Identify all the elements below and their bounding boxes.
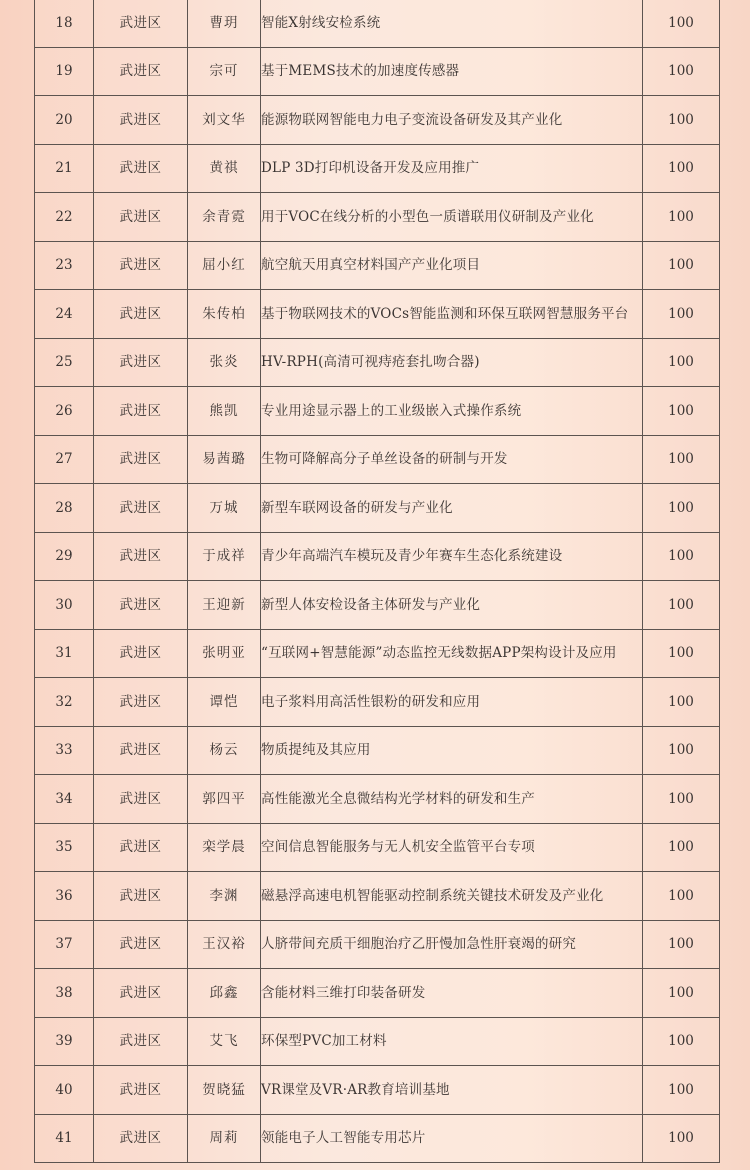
district-cell: 武进区 [94,193,188,242]
score-cell: 100 [643,387,720,436]
table-row [35,1114,720,1163]
row-number-cell: 24 [35,290,94,339]
person-name-cell: 余青霓 [188,193,261,242]
project-title-cell: HV-RPH(高清可视痔疮套扎吻合器) [261,338,643,387]
district-cell: 武进区 [94,435,188,484]
district-cell: 武进区 [94,144,188,193]
table-row [35,872,720,921]
score-cell: 100 [643,678,720,727]
project-title-cell: 智能X射线安检系统 [261,0,643,47]
table-row [35,775,720,824]
project-title-cell: 新型人体安检设备主体研发与产业化 [261,581,643,630]
score-cell: 100 [643,629,720,678]
table-row [35,629,720,678]
row-number-cell: 28 [35,484,94,533]
district-cell: 武进区 [94,1114,188,1163]
table-row [35,290,720,339]
row-number-cell: 36 [35,872,94,921]
row-number-cell: 29 [35,532,94,581]
project-title-cell: 青少年高端汽车模玩及青少年赛车生态化系统建设 [261,532,643,581]
district-cell: 武进区 [94,872,188,921]
project-title-cell: 能源物联网智能电力电子变流设备研发及其产业化 [261,96,643,145]
score-cell: 100 [643,920,720,969]
table-row [35,581,720,630]
district-cell: 武进区 [94,823,188,872]
score-cell: 100 [643,726,720,775]
score-cell: 100 [643,775,720,824]
row-number-cell: 27 [35,435,94,484]
row-number-cell: 41 [35,1114,94,1163]
project-title-cell: 新型车联网设备的研发与产业化 [261,484,643,533]
score-cell: 100 [643,1066,720,1115]
table-row [35,96,720,145]
project-title-cell: 高性能激光全息微结构光学材料的研发和生产 [261,775,643,824]
score-cell: 100 [643,532,720,581]
person-name-cell: 黄祺 [188,144,261,193]
row-number-cell: 40 [35,1066,94,1115]
row-number-cell: 21 [35,144,94,193]
person-name-cell: 易茜璐 [188,435,261,484]
table-row [35,484,720,533]
row-number-cell: 38 [35,969,94,1018]
project-title-cell: 专业用途显示器上的工业级嵌入式操作系统 [261,387,643,436]
person-name-cell: 王汉裕 [188,920,261,969]
person-name-cell: 王迎新 [188,581,261,630]
district-cell: 武进区 [94,338,188,387]
score-cell: 100 [643,338,720,387]
district-cell: 武进区 [94,290,188,339]
person-name-cell: 艾飞 [188,1017,261,1066]
table-row [35,47,720,96]
district-cell: 武进区 [94,484,188,533]
project-title-cell: DLP 3D打印机设备开发及应用推广 [261,144,643,193]
person-name-cell: 邱鑫 [188,969,261,1018]
district-cell: 武进区 [94,96,188,145]
score-cell: 100 [643,872,720,921]
district-cell: 武进区 [94,678,188,727]
district-cell: 武进区 [94,726,188,775]
district-cell: 武进区 [94,1017,188,1066]
table-row [35,0,720,47]
district-cell: 武进区 [94,581,188,630]
project-title-cell: 电子浆料用高活性银粉的研发和应用 [261,678,643,727]
table-row [35,1017,720,1066]
score-cell: 100 [643,144,720,193]
table-row [35,1066,720,1115]
row-number-cell: 18 [35,0,94,47]
person-name-cell: 栾学晨 [188,823,261,872]
table-row [35,241,720,290]
row-number-cell: 25 [35,338,94,387]
table-body [35,0,720,1163]
table-row [35,387,720,436]
project-list-table [34,0,720,1163]
person-name-cell: 曹玥 [188,0,261,47]
project-title-cell: 生物可降解高分子单丝设备的研制与开发 [261,435,643,484]
project-title-cell: 基于物联网技术的VOCs智能监测和环保互联网智慧服务平台 [261,290,643,339]
table-row [35,338,720,387]
table-row [35,144,720,193]
district-cell: 武进区 [94,920,188,969]
project-title-cell: 航空航天用真空材料国产产业化项目 [261,241,643,290]
row-number-cell: 31 [35,629,94,678]
score-cell: 100 [643,581,720,630]
person-name-cell: 杨云 [188,726,261,775]
district-cell: 武进区 [94,532,188,581]
row-number-cell: 34 [35,775,94,824]
row-number-cell: 32 [35,678,94,727]
row-number-cell: 30 [35,581,94,630]
person-name-cell: 张炎 [188,338,261,387]
project-title-cell: 人脐带间充质干细胞治疗乙肝慢加急性肝衰竭的研究 [261,920,643,969]
score-cell: 100 [643,484,720,533]
person-name-cell: 周莉 [188,1114,261,1163]
row-number-cell: 26 [35,387,94,436]
project-title-cell: 空间信息智能服务与无人机安全监管平台专项 [261,823,643,872]
project-title-cell: 环保型PVC加工材料 [261,1017,643,1066]
score-cell: 100 [643,0,720,47]
row-number-cell: 35 [35,823,94,872]
district-cell: 武进区 [94,969,188,1018]
district-cell: 武进区 [94,387,188,436]
district-cell: 武进区 [94,47,188,96]
score-cell: 100 [643,1114,720,1163]
table-row [35,969,720,1018]
score-cell: 100 [643,435,720,484]
score-cell: 100 [643,1017,720,1066]
district-cell: 武进区 [94,0,188,47]
row-number-cell: 23 [35,241,94,290]
person-name-cell: 谭恺 [188,678,261,727]
project-title-cell: 物质提纯及其应用 [261,726,643,775]
district-cell: 武进区 [94,1066,188,1115]
project-title-cell: 领能电子人工智能专用芯片 [261,1114,643,1163]
table-row [35,435,720,484]
score-cell: 100 [643,241,720,290]
person-name-cell: 万城 [188,484,261,533]
district-cell: 武进区 [94,629,188,678]
row-number-cell: 39 [35,1017,94,1066]
project-title-cell: 用于VOC在线分析的小型色一质谱联用仪研制及产业化 [261,193,643,242]
score-cell: 100 [643,47,720,96]
person-name-cell: 熊凯 [188,387,261,436]
table-row [35,823,720,872]
table-row [35,532,720,581]
project-title-cell: 磁悬浮高速电机智能驱动控制系统关键技术研发及产业化 [261,872,643,921]
table-row [35,678,720,727]
row-number-cell: 33 [35,726,94,775]
district-cell: 武进区 [94,775,188,824]
person-name-cell: 张明亚 [188,629,261,678]
score-cell: 100 [643,96,720,145]
row-number-cell: 19 [35,47,94,96]
person-name-cell: 朱传柏 [188,290,261,339]
person-name-cell: 郭四平 [188,775,261,824]
table-row [35,920,720,969]
project-title-cell: VR课堂及VR·AR教育培训基地 [261,1066,643,1115]
table-row [35,726,720,775]
table-row [35,193,720,242]
row-number-cell: 22 [35,193,94,242]
score-cell: 100 [643,193,720,242]
score-cell: 100 [643,823,720,872]
row-number-cell: 20 [35,96,94,145]
person-name-cell: 贺晓猛 [188,1066,261,1115]
person-name-cell: 屈小红 [188,241,261,290]
person-name-cell: 宗可 [188,47,261,96]
district-cell: 武进区 [94,241,188,290]
project-title-cell: 含能材料三维打印装备研发 [261,969,643,1018]
row-number-cell: 37 [35,920,94,969]
person-name-cell: 刘文华 [188,96,261,145]
person-name-cell: 李渊 [188,872,261,921]
project-title-cell: 基于MEMS技术的加速度传感器 [261,47,643,96]
person-name-cell: 于成祥 [188,532,261,581]
project-title-cell: “互联网+智慧能源”动态监控无线数据APP架构设计及应用 [261,629,643,678]
score-cell: 100 [643,969,720,1018]
score-cell: 100 [643,290,720,339]
